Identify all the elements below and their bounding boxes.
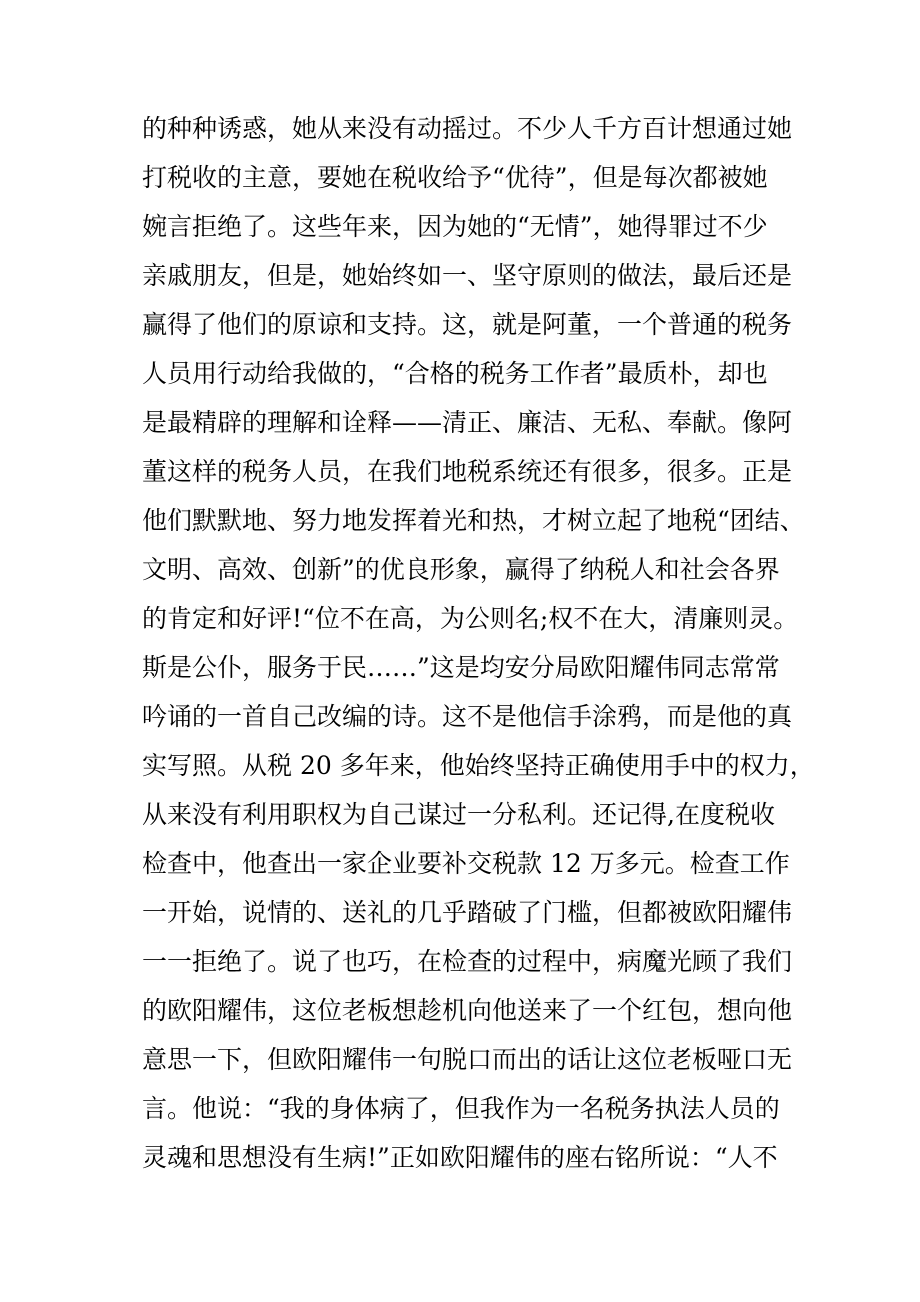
text-line: 一开始，说情的、送礼的几乎踏破了门槛，但都被欧阳耀伟 [142,898,793,927]
text-line: 检查中，他查出一家企业要补交税款 12 万多元。检查工作 [142,849,790,878]
text-line: 赢得了他们的原谅和支持。这，就是阿董，一个普通的税务 [142,310,793,339]
text-line: 灵魂和思想没有生病!”正如欧阳耀伟的座右铭所说：“人不 [142,1143,778,1172]
text-line: 是最精辟的理解和诠释——清正、廉洁、无私、奉献。像阿 [142,408,793,437]
text-line: 实写照。从税 20 多年来，他始终坚持正确使用手中的权力， [142,751,815,780]
text-line: 亲戚朋友，但是，她始终如一、坚守原则的做法，最后还是 [142,261,793,290]
text-line: 人员用行动给我做的，“合格的税务工作者”最质朴，却也 [142,359,768,388]
text-line: 一一拒绝了。说了也巧，在检查的过程中，病魔光顾了我们 [142,947,793,976]
text-line: 斯是公仆，服务于民……”这是均安分局欧阳耀伟同志常常 [142,653,780,682]
text-line: 言。他说：“我的身体病了，但我作为一名税务执法人员的 [142,1094,780,1123]
text-line: 婉言拒绝了。这些年来，因为她的“无情”，她得罪过不少 [142,212,768,241]
text-line: 的欧阳耀伟，这位老板想趁机向他送来了一个红包，想向他 [142,996,793,1025]
text-line: 董这样的税务人员，在我们地税系统还有很多，很多。正是 [142,457,793,486]
body-text [142,104,815,1182]
text-line: 文明、高效、创新”的优良形象，赢得了纳税人和社会各界 [142,555,780,584]
text-line: 他们默默地、努力地发挥着光和热，才树立起了地税“团结、 [142,506,805,535]
text-line: 打税收的主意，要她在税收给予“优待”，但是每次都被她 [142,163,768,192]
text-line: 吟诵的一首自己改编的诗。这不是他信手涂鸦，而是他的真 [142,702,793,731]
text-line: 的种种诱惑，她从来没有动摇过。不少人千方百计想通过她 [142,114,793,143]
text-line: 的肯定和好评!“位不在高，为公则名;权不在大，清廉则灵。 [142,604,799,633]
text-line: 意思一下，但欧阳耀伟一句脱口而出的话让这位老板哑口无 [142,1045,793,1074]
text-line: 从来没有利用职权为自己谋过一分私利。还记得,在度税收 [142,800,775,829]
